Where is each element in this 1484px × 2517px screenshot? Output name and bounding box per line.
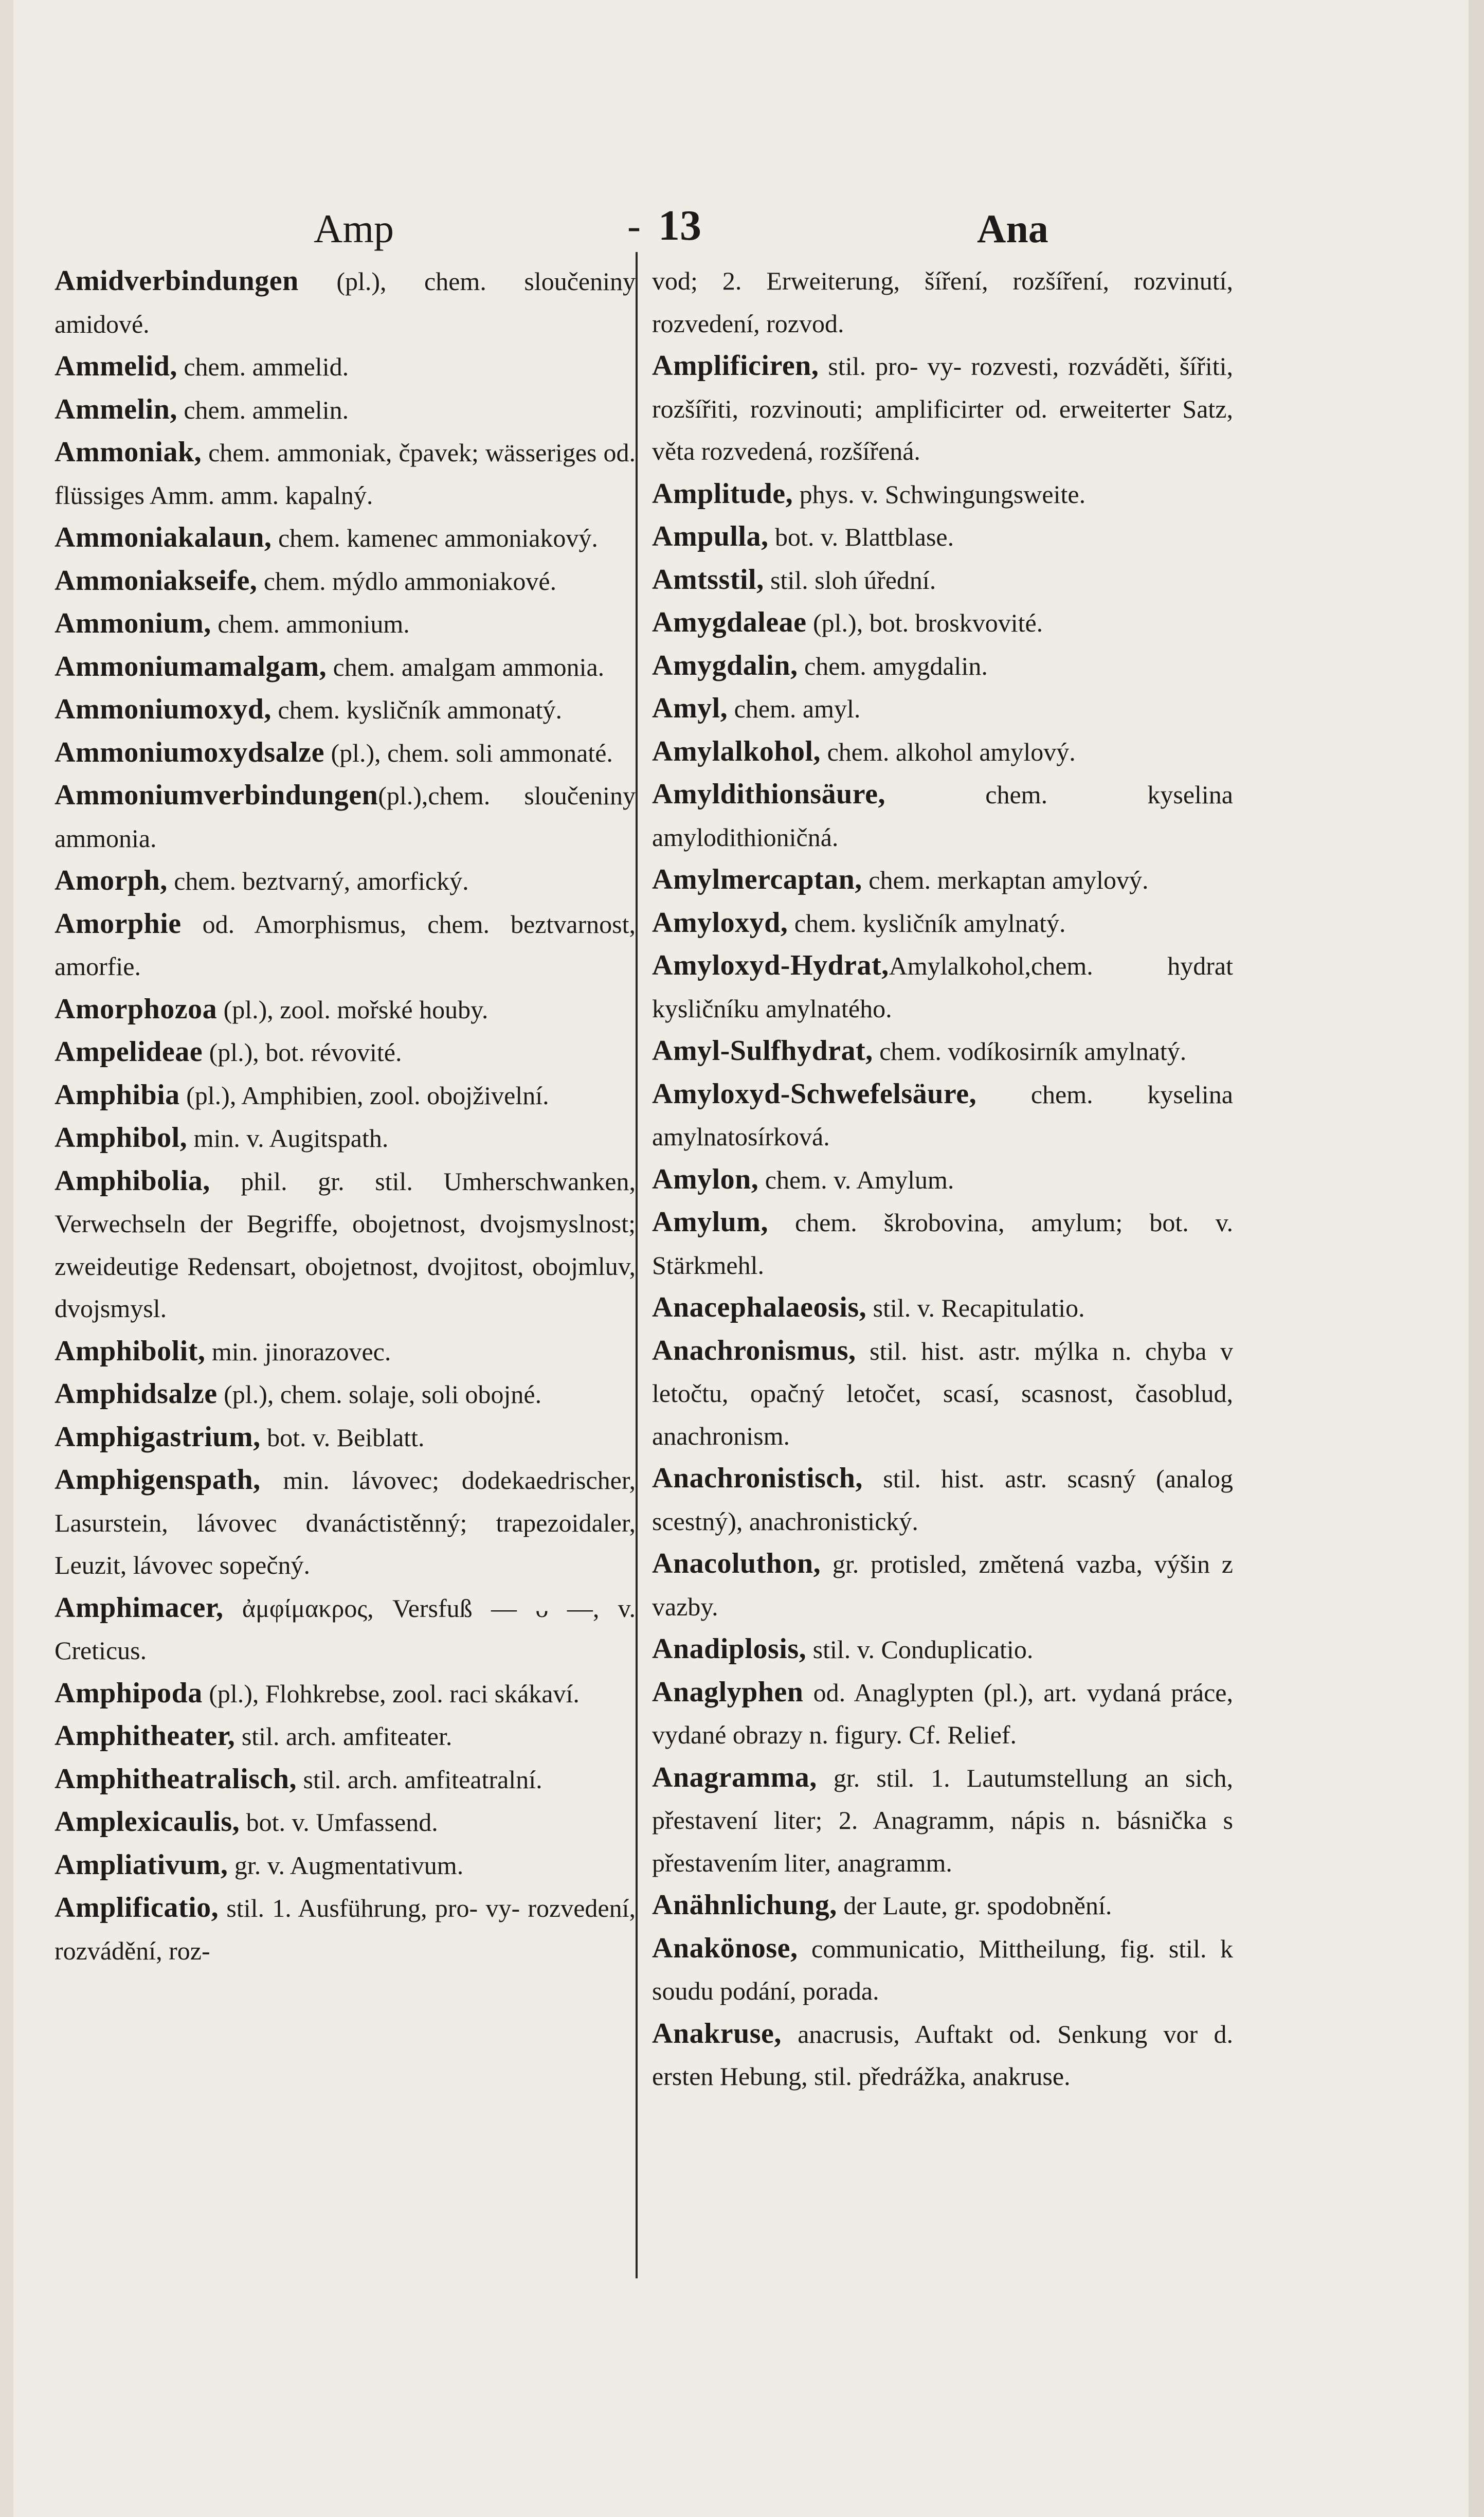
dictionary-entry — [55, 1715, 636, 1758]
dictionary-entry — [652, 1884, 1233, 1927]
entry-definition: stil. arch. amfiteatralní. — [297, 1765, 542, 1794]
entry-headword: Amyl-Sulfhydrat, — [652, 1035, 873, 1067]
entry-definition: (pl.),chem. sloučeniny ammonia. — [55, 781, 636, 853]
entry-definition: od. Amorphismus, chem. beztvarnost, amorfie. — [55, 909, 636, 981]
entry-headword: Amyloxyd, — [652, 906, 788, 939]
dictionary-entry — [652, 2012, 1233, 2098]
dictionary-entry — [55, 388, 636, 432]
entry-headword: Ammoniakalaun, — [55, 522, 272, 553]
dictionary-entry — [652, 730, 1233, 774]
dictionary-entry — [652, 260, 1233, 345]
entry-definition: chem. vodíkosirník amylnatý. — [873, 1037, 1187, 1066]
dictionary-entry — [55, 1330, 636, 1373]
dictionary-entry — [55, 1886, 636, 1972]
entry-definition: chem. ammoniak, čpavek; wässeriges od. flüssiges Amm. amm. kapalný. — [55, 438, 636, 510]
entry-headword: Amyldithionsäure, — [652, 778, 885, 810]
entry-headword: Amplexicaulis, — [55, 1806, 240, 1838]
dictionary-entry — [652, 515, 1233, 559]
entry-definition: chem. amygdalin. — [798, 651, 988, 680]
entry-headword: Anakönose, — [652, 1932, 798, 1964]
entry-definition: chem. beztvarný, amorfický. — [167, 867, 469, 895]
entry-definition: (pl.), Flohkrebse, zool. raci skákaví. — [202, 1679, 580, 1708]
dictionary-entry — [652, 1073, 1233, 1158]
entry-definition: anacrusis, Auftakt od. Senkung vor d. ersten Hebung, stil. předrážka, anakruse. — [652, 2019, 1233, 2091]
dictionary-entry — [652, 644, 1233, 688]
entry-definition: min. jinorazovec. — [205, 1337, 391, 1366]
entry-headword: Amylum, — [652, 1206, 768, 1238]
entry-headword: Amphigenspath, — [55, 1464, 261, 1496]
entry-definition: chem. mýdlo ammoniakové. — [257, 566, 557, 596]
dictionary-entry — [55, 688, 636, 731]
dictionary-entry — [652, 1927, 1233, 2012]
dictionary-entry — [652, 858, 1233, 902]
page-number: 13 — [658, 202, 701, 249]
dictionary-entry — [55, 1117, 636, 1160]
dictionary-entry — [652, 902, 1233, 945]
dictionary-entry — [55, 1587, 636, 1672]
entry-definition: (pl.), bot. broskvovité. — [806, 608, 1043, 637]
entry-definition: chem. kyselina amylodithioničná. — [652, 780, 1233, 852]
entry-definition: (pl.), zool. mořské houby. — [217, 995, 488, 1024]
entry-definition: stil. arch. amfiteater. — [235, 1722, 453, 1751]
dictionary-entry — [55, 1844, 636, 1887]
entry-headword: Ammelin, — [55, 393, 177, 425]
entry-definition: Amylalkohol,chem. hydrat kysličníku amylnatého. — [652, 951, 1233, 1023]
entry-headword: Amphitheatralisch, — [55, 1763, 297, 1795]
dictionary-entry — [652, 687, 1233, 730]
entry-definition: min. v. Augitspath. — [187, 1124, 389, 1153]
entry-definition: stil. v. Conduplicatio. — [806, 1635, 1034, 1664]
entry-headword: Amygdalin, — [652, 649, 798, 681]
entry-headword: Amylalkohol, — [652, 735, 821, 767]
entry-headword: Amphipoda — [55, 1677, 203, 1709]
dictionary-entry — [652, 345, 1233, 473]
entry-headword: Ampulla, — [652, 520, 769, 552]
dictionary-entry — [652, 1201, 1233, 1286]
entry-headword: Ammoniumverbindungen — [55, 779, 378, 811]
entry-headword: Amyloxyd-Schwefelsäure, — [652, 1077, 977, 1110]
dictionary-entry — [55, 1758, 636, 1801]
entry-headword: Anaglyphen — [652, 1676, 804, 1708]
entry-definition: gr. stil. 1. Lautumstellung an sich, přestavení liter; 2. Anagramm, nápis n. básnička s přestavením liter, anagramm. — [652, 1763, 1233, 1877]
entry-headword: Amplitude, — [652, 477, 793, 510]
entry-definition: chem. škrobovina, amylum; bot. v. Stärkmehl. — [652, 1208, 1233, 1280]
entry-headword: Amygdaleae — [652, 606, 807, 638]
dictionary-entry — [55, 645, 636, 689]
entry-definition: chem. kamenec ammoniakový. — [272, 524, 598, 552]
dictionary-entry — [55, 903, 636, 988]
entry-definition: min. lávovec; dodekaedrischer, Lasurstein, lávovec dvanáctistěnný; trapezoidaler, Leuzit, lávovec sopečný. — [55, 1466, 636, 1579]
entry-definition: stil. hist. astr. scasný (analog scestný), anachronistický. — [652, 1464, 1233, 1536]
entry-headword: Amphibolit, — [55, 1335, 206, 1367]
dictionary-entry — [55, 859, 636, 903]
entry-headword: Amphigastrium, — [55, 1421, 261, 1453]
entry-headword: Amplificiren, — [652, 350, 819, 382]
entry-definition: (pl.), chem. sloučeniny amidové. — [55, 267, 636, 338]
entry-headword: Ammonium, — [55, 607, 211, 639]
dictionary-entry — [55, 1459, 636, 1587]
dictionary-entry — [652, 773, 1233, 858]
column-divider — [636, 252, 638, 2278]
entry-definition: ἀμφίμακρος, Versfuß — ᴗ —, v. Creticus. — [55, 1593, 636, 1665]
entry-definition: phil. gr. stil. Umherschwanken, Verwechseln der Begriffe, obojetnost, dvojsmyslnost; zweideutige Redensart, obojetnost, dvojitost, obojmluv, dvojsmysl. — [55, 1166, 636, 1323]
entry-headword: Amyloxyd-Hydrat, — [652, 949, 889, 981]
entry-definition: chem. kysličník ammonatý. — [271, 695, 563, 724]
entry-definition: gr. protisled, změtená vazba, výšin z vazby. — [652, 1550, 1233, 1621]
entry-headword: Anakruse, — [652, 2017, 782, 2049]
dictionary-entry — [652, 1030, 1233, 1073]
entry-definition: od. Anaglypten (pl.), art. vydaná práce, vydané obrazy n. figury. Cf. Relief. — [652, 1678, 1233, 1749]
entry-definition: (pl.), Amphibien, zool. obojživelní. — [179, 1081, 549, 1110]
entry-definition: vod; 2. Erweiterung, šíření, rozšíření, rozvinutí, rozvedení, rozvod. — [652, 266, 1233, 338]
header-dash: - — [627, 203, 641, 248]
dictionary-entry — [652, 1286, 1233, 1329]
entry-headword: Anagramma, — [652, 1761, 817, 1793]
entry-definition: chem. ammelid. — [177, 352, 349, 381]
dictionary-entry — [55, 1416, 636, 1459]
dictionary-entry — [55, 1031, 636, 1074]
right-column — [652, 260, 1233, 2276]
entry-definition: chem. kysličník amylnatý. — [788, 908, 1066, 938]
entry-definition: chem. v. Amylum. — [758, 1165, 954, 1194]
entry-definition: chem. ammonium. — [211, 609, 410, 638]
entry-headword: Anähnlichung, — [652, 1889, 837, 1921]
entry-headword: Anacephalaeosis, — [652, 1291, 867, 1323]
dictionary-entry — [55, 1160, 636, 1330]
entry-headword: Ammoniak, — [55, 436, 202, 468]
entry-headword: Amorphozoa — [55, 993, 218, 1025]
entry-definition: chem. kyselina amylnatosírková. — [652, 1080, 1233, 1151]
entry-definition: stil. hist. astr. mýlka n. chyba v letočtu, opačný letočet, scasí, scasnost, časoblud, anachronism. — [652, 1336, 1233, 1450]
entry-definition: bot. v. Blattblase. — [768, 523, 954, 551]
entry-headword: Amplificatio, — [55, 1892, 219, 1923]
entry-definition: gr. v. Augmentativum. — [228, 1850, 464, 1880]
entry-definition: chem. merkaptan amylový. — [862, 866, 1149, 894]
dictionary-entry — [55, 345, 636, 388]
dictionary-entry — [652, 1158, 1233, 1201]
entry-headword: Amphitheater, — [55, 1720, 236, 1752]
entry-definition: stil. pro- vy- rozvesti, rozváděti, šířiti, rozšířiti, rozvinouti; amplificirter od. erweiterter Satz, věta rozvedená, rozšířená. — [652, 352, 1233, 465]
entry-headword: Amidverbindungen — [55, 265, 299, 297]
left-column — [55, 260, 636, 2276]
entry-headword: Amphibolia, — [55, 1164, 210, 1197]
entry-headword: Ampelideae — [55, 1036, 203, 1068]
entry-headword: Ammoniumamalgam, — [55, 650, 327, 682]
dictionary-entry — [652, 1329, 1233, 1458]
entry-definition: der Laute, gr. spodobnění. — [837, 1891, 1112, 1920]
entry-definition: chem. ammelin. — [177, 395, 349, 424]
entry-definition: bot. v. Umfassend. — [240, 1808, 438, 1837]
entry-headword: Amylon, — [652, 1163, 759, 1195]
entry-definition: chem. amyl. — [728, 694, 861, 723]
entry-headword: Ammoniumoxydsalze — [55, 736, 324, 768]
dictionary-entry — [652, 1542, 1233, 1628]
entry-headword: Ammoniakseife, — [55, 564, 258, 597]
entry-definition: (pl.), bot. révovité. — [203, 1038, 402, 1067]
entry-definition: (pl.), chem. soli ammonaté. — [324, 738, 613, 767]
dictionary-entry — [652, 1628, 1233, 1671]
dictionary-entry — [652, 944, 1233, 1030]
dictionary-entry — [55, 988, 636, 1031]
dictionary-entry — [55, 1801, 636, 1844]
dictionary-entry — [652, 1457, 1233, 1542]
entry-headword: Anadiplosis, — [652, 1633, 807, 1665]
dictionary-entry — [55, 1373, 636, 1416]
dictionary-entry — [55, 1074, 636, 1117]
dictionary-entry — [55, 260, 636, 345]
entry-definition: stil. sloh úřední. — [764, 565, 936, 595]
dictionary-entry — [652, 1671, 1233, 1756]
entry-headword: Ammoniumoxyd, — [55, 693, 272, 725]
entry-headword: Amphibol, — [55, 1122, 188, 1154]
entry-headword: Amphidsalze — [55, 1378, 218, 1410]
header-left-guide-word: Amp — [314, 206, 394, 251]
dictionary-entry — [55, 431, 636, 516]
dictionary-entry — [55, 560, 636, 603]
entry-definition: communicatio, Mittheilung, fig. stil. k soudu podání, porada. — [652, 1934, 1233, 2005]
dictionary-entry — [55, 1672, 636, 1715]
entry-definition: chem. alkohol amylový. — [821, 737, 1076, 766]
entry-headword: Ampliativum, — [55, 1848, 228, 1881]
entry-definition: stil. v. Recapitulatio. — [866, 1293, 1085, 1322]
entry-headword: Amphimacer, — [55, 1591, 224, 1624]
dictionary-entry — [652, 1756, 1233, 1884]
dictionary-entry — [652, 473, 1233, 516]
entry-headword: Anachronistisch, — [652, 1462, 863, 1494]
entry-headword: Amylmercaptan, — [652, 864, 862, 895]
entry-headword: Anachronismus, — [652, 1334, 856, 1367]
entry-headword: Amtsstil, — [652, 563, 764, 596]
entry-definition: chem. amalgam ammonia. — [327, 652, 605, 681]
dictionary-entry — [652, 601, 1233, 644]
entry-headword: Anacoluthon, — [652, 1548, 821, 1579]
entry-headword: Amphibia — [55, 1078, 180, 1111]
dictionary-entry — [55, 774, 636, 859]
entry-headword: Amyl, — [652, 692, 728, 724]
dictionary-entry — [652, 559, 1233, 602]
entry-definition: bot. v. Beiblatt. — [260, 1423, 425, 1452]
entry-definition: phys. v. Schwingungsweite. — [793, 479, 1086, 509]
entry-definition: stil. 1. Ausführung, pro- vy- rozvedení, rozvádění, roz- — [55, 1894, 636, 1965]
page-header — [57, 201, 1419, 257]
dictionary-entry — [55, 731, 636, 775]
entry-headword: Amorph, — [55, 865, 168, 896]
dictionary-entry — [55, 602, 636, 645]
entry-definition: (pl.), chem. solaje, soli obojné. — [217, 1380, 542, 1409]
entry-headword: Amorphie — [55, 907, 182, 940]
dictionary-entry — [55, 516, 636, 560]
entry-headword: Ammelid, — [55, 350, 177, 382]
header-right-guide-word: Ana — [977, 206, 1048, 251]
